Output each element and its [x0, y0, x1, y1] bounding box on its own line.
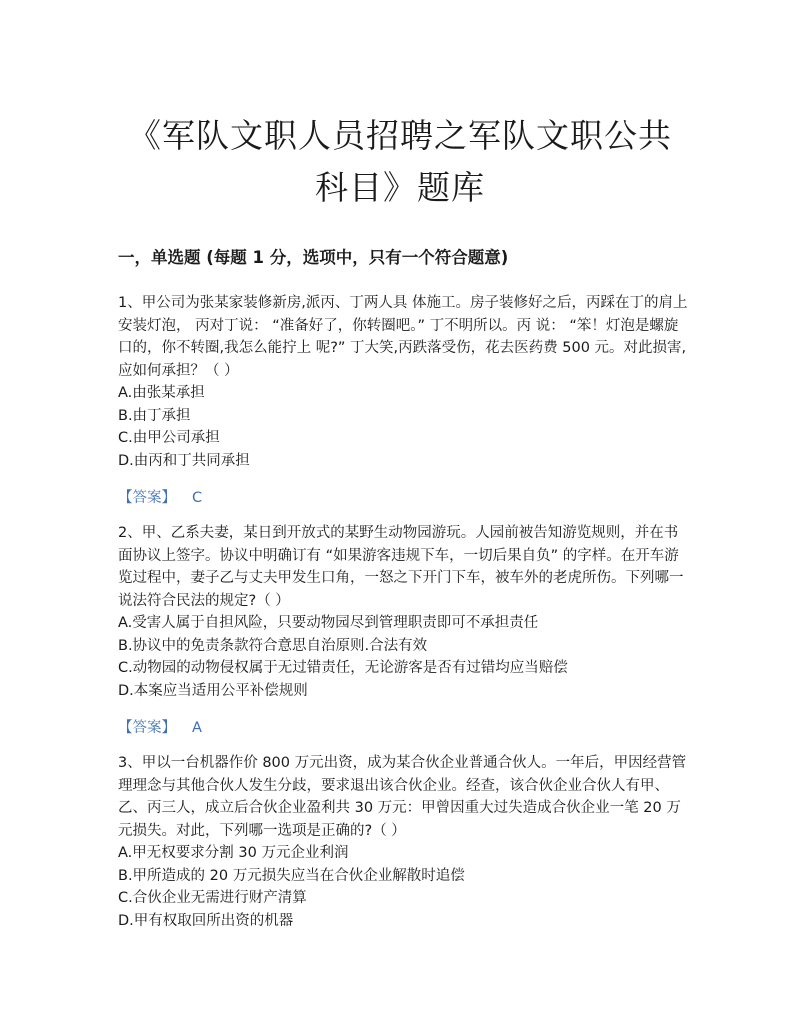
option-b: B.由丁承担 [118, 407, 191, 424]
option-d: D.由丙和丁共同承担 [118, 452, 250, 469]
title-line-2: 科目》题库 [315, 168, 485, 207]
question-stem: 1、甲公司为张某家装修新房,派丙、丁两人具 体施工。房子装修好之后，丙踩在丁的肩上安装灯泡， 丙对丁说： “准备好了，你转圈吧。” 丁不明所以。丙 说： “笨！灯泡是螺旋口的，你不转圈,我怎么能拧上 呢?” 丁大笑,丙跌落受伤，花去医药费 500 元。对此损害,应如何承担？（ ） [118, 295, 688, 379]
section-heading: 一，单选题 (每题 1 分，选项中，只有一个符合题意) [118, 248, 509, 267]
option-c: C.动物园的动物侵权属于无过错责任，无论游客是否有过错均应当赔偿 [118, 660, 568, 676]
answer-value: C [192, 490, 203, 506]
answer-value: A [192, 720, 202, 736]
document-title [100, 110, 700, 214]
option-d: D.本案应当适用公平补偿规则 [118, 682, 308, 699]
answer-label: 【答案】 [118, 720, 176, 736]
option-a: A.受害人属于自担风险，只要动物园尽到管理职责即可不承担责任 [118, 615, 539, 631]
option-a: A.甲无权要求分割 30 万元企业利润 [118, 845, 349, 861]
question-2 [118, 522, 688, 702]
answer-label: 【答案】 [118, 490, 176, 506]
option-d: D.甲有权取回所出资的机器 [118, 912, 294, 929]
option-c: C.合伙企业无需进行财产清算 [118, 890, 307, 906]
question-stem: 3、甲以一台机器作价 800 万元出资，成为某合伙企业普通合伙人。一年后，甲因经营管理理念与其他合伙人发生分歧，要求退出该合伙企业。经查，该合伙企业合伙人有甲、乙、丙三人，成立后合伙企业盈利共 30 万元：甲曾因重大过失造成合伙企业一笔 20 万元损失。对此，下列哪一选项是正确的?（ ） [118, 755, 687, 839]
question-3 [118, 752, 688, 932]
title-line-1: 《军队文职人员招聘之军队文职公共 [128, 116, 672, 155]
question-1 [118, 292, 688, 472]
answer-2 [118, 717, 202, 739]
answer-1 [118, 487, 202, 509]
option-a: A.由张某承担 [118, 385, 205, 401]
option-b: B.甲所造成的 20 万元损失应当在合伙企业解散时追偿 [118, 867, 465, 884]
option-b: B.协议中的免责条款符合意思自治原则.合法有效 [118, 637, 428, 654]
question-stem: 2、甲、乙系夫妻，某日到开放式的某野生动物园游玩。人园前被告知游览规则，并在书面协议上签字。协议中明确订有 “如果游客违规下车，一切后果自负” 的字样。在开车游览过程中，妻子乙与丈夫甲发生口角，一怒之下开门下车，被车外的老虎所伤。下列哪一说法符合民法的规定?（ ） [118, 525, 684, 609]
option-c: C.由甲公司承担 [118, 430, 220, 446]
